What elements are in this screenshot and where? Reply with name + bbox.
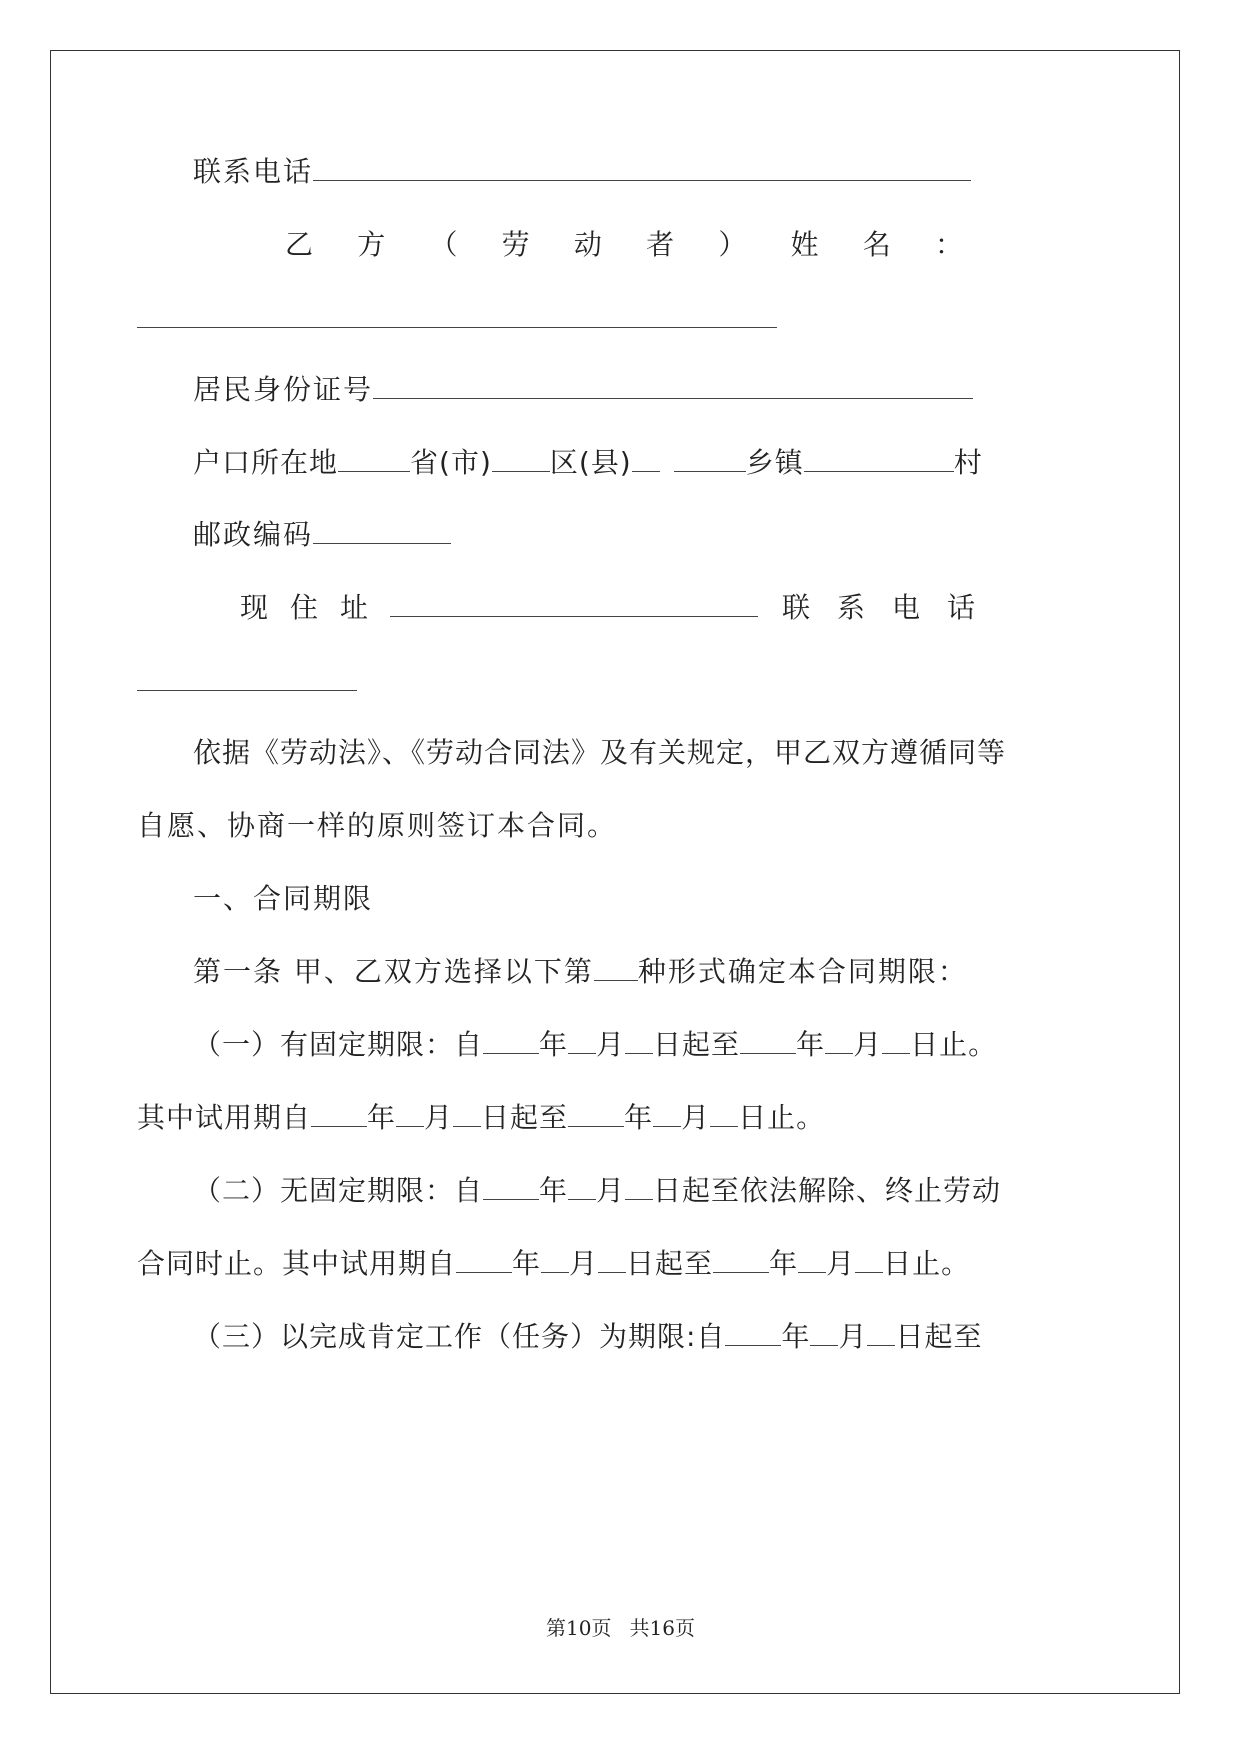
item-1-line-1: [193, 1025, 997, 1065]
contact-phone-line: [193, 152, 971, 192]
town-label: 乡镇: [745, 446, 804, 479]
text: 日止。: [738, 1101, 826, 1134]
blank: [713, 1244, 769, 1273]
page-total: 共16页: [629, 1616, 695, 1640]
page-footer: [0, 1615, 1241, 1641]
blank: [867, 1317, 895, 1346]
address-blank: [390, 588, 758, 617]
text: 日起至依法解除、终止劳动: [653, 1174, 1002, 1207]
blank: [798, 1244, 826, 1273]
text: 年: [539, 1174, 569, 1207]
text: 日止。: [910, 1028, 998, 1061]
text: 月: [596, 1174, 626, 1207]
char: 劳: [501, 228, 530, 261]
char: 现: [240, 591, 269, 624]
text: 月: [569, 1247, 599, 1280]
text: 年: [367, 1101, 397, 1134]
blank: [338, 443, 410, 472]
text: 年: [624, 1101, 654, 1134]
section-heading: 一、合同期限: [193, 882, 374, 915]
province-label: 省(市): [410, 446, 492, 479]
char: ）: [718, 228, 747, 261]
address-line: [240, 588, 975, 628]
village-label: 村: [953, 446, 983, 479]
char: 系: [836, 591, 865, 624]
paragraph-line-2: 自愿、协商一样的原则签订本合同。: [137, 809, 618, 842]
char: 方: [357, 228, 386, 261]
blank: [456, 1244, 512, 1273]
blank: [483, 1171, 539, 1200]
text: （一）有固定期限：自: [193, 1028, 484, 1061]
district-label: 区(县): [549, 446, 632, 479]
text: 日起至: [895, 1320, 983, 1353]
blank: [632, 443, 660, 472]
contact-phone-label: 联系电话: [193, 155, 314, 188]
blank: [804, 443, 954, 472]
text: 年: [781, 1320, 811, 1353]
blank: [311, 1098, 367, 1127]
char: 者: [646, 228, 675, 261]
char: 乙: [285, 228, 314, 261]
party-b-name-line: [285, 225, 963, 265]
char: （: [429, 228, 458, 261]
text: （二）无固定期限：自: [193, 1174, 484, 1207]
party-b-name-blank: [137, 327, 777, 328]
blank: [653, 1098, 681, 1127]
blank: [740, 1025, 796, 1054]
blank: [625, 1025, 653, 1054]
text: （三）以完成肯定工作（任务）为期限:自: [193, 1320, 726, 1353]
id-number-line: [193, 370, 973, 410]
blank: [674, 443, 746, 472]
text: 月: [826, 1247, 856, 1280]
postal-code-label: 邮政编码: [193, 518, 314, 551]
item-3-line-1: [193, 1317, 982, 1357]
char: 名: [862, 228, 891, 261]
blank: [810, 1317, 838, 1346]
blank: [483, 1025, 539, 1054]
text: 月: [838, 1320, 868, 1353]
char: 姓: [790, 228, 819, 261]
blank: [710, 1098, 738, 1127]
text: 年: [539, 1028, 569, 1061]
blank: [625, 1171, 653, 1200]
item-2-line-1: [193, 1171, 1001, 1211]
text: 年: [769, 1247, 799, 1280]
id-number-label: 居民身份证号: [193, 373, 374, 406]
paragraph-line-1: 依据《劳动法》、《劳动合同法》及有关规定，甲乙双方遵循同等: [193, 736, 1007, 769]
char: 址: [340, 591, 369, 624]
blank: [541, 1244, 569, 1273]
blank: [568, 1171, 596, 1200]
postal-code-blank: [313, 515, 451, 544]
household-line: [193, 443, 983, 483]
blank: [725, 1317, 781, 1346]
char: 住: [290, 591, 319, 624]
char: 动: [573, 228, 602, 261]
text: 月: [681, 1101, 711, 1134]
text: 日起至: [653, 1028, 741, 1061]
blank: [598, 1244, 626, 1273]
blank: [855, 1244, 883, 1273]
blank: [396, 1098, 424, 1127]
text: 月: [853, 1028, 883, 1061]
household-label: 户口所在地: [193, 446, 339, 479]
text: 其中试用期自: [137, 1101, 312, 1134]
postal-code-line: [193, 515, 451, 555]
char: 联: [781, 591, 810, 624]
article-1-text-end: 种形式确定本合同期限：: [637, 955, 968, 988]
text: 日起至: [481, 1101, 569, 1134]
text: 年: [796, 1028, 826, 1061]
address-phone-blank: [137, 690, 357, 691]
blank: [568, 1025, 596, 1054]
blank: [882, 1025, 910, 1054]
contact-phone-blank: [313, 152, 971, 181]
id-number-blank: [373, 370, 973, 399]
page-border: [50, 50, 1180, 1694]
text: 合同时止。其中试用期自: [137, 1247, 457, 1280]
blank: [825, 1025, 853, 1054]
article-1-line: [193, 952, 968, 992]
text: 年: [512, 1247, 542, 1280]
blank: [492, 443, 550, 472]
text: 日止。: [883, 1247, 971, 1280]
item-2-line-2: [137, 1244, 970, 1284]
text: 月: [596, 1028, 626, 1061]
text: 月: [424, 1101, 454, 1134]
blank: [594, 952, 638, 981]
article-1-text: 第一条 甲、乙双方选择以下第: [193, 955, 594, 988]
char: 电: [891, 591, 920, 624]
text: 日起至: [626, 1247, 714, 1280]
char: 话: [946, 591, 975, 624]
item-1-line-2: [137, 1098, 825, 1138]
char: ：: [934, 228, 963, 261]
page-number: 第10页: [546, 1616, 612, 1640]
blank: [568, 1098, 624, 1127]
blank: [453, 1098, 481, 1127]
